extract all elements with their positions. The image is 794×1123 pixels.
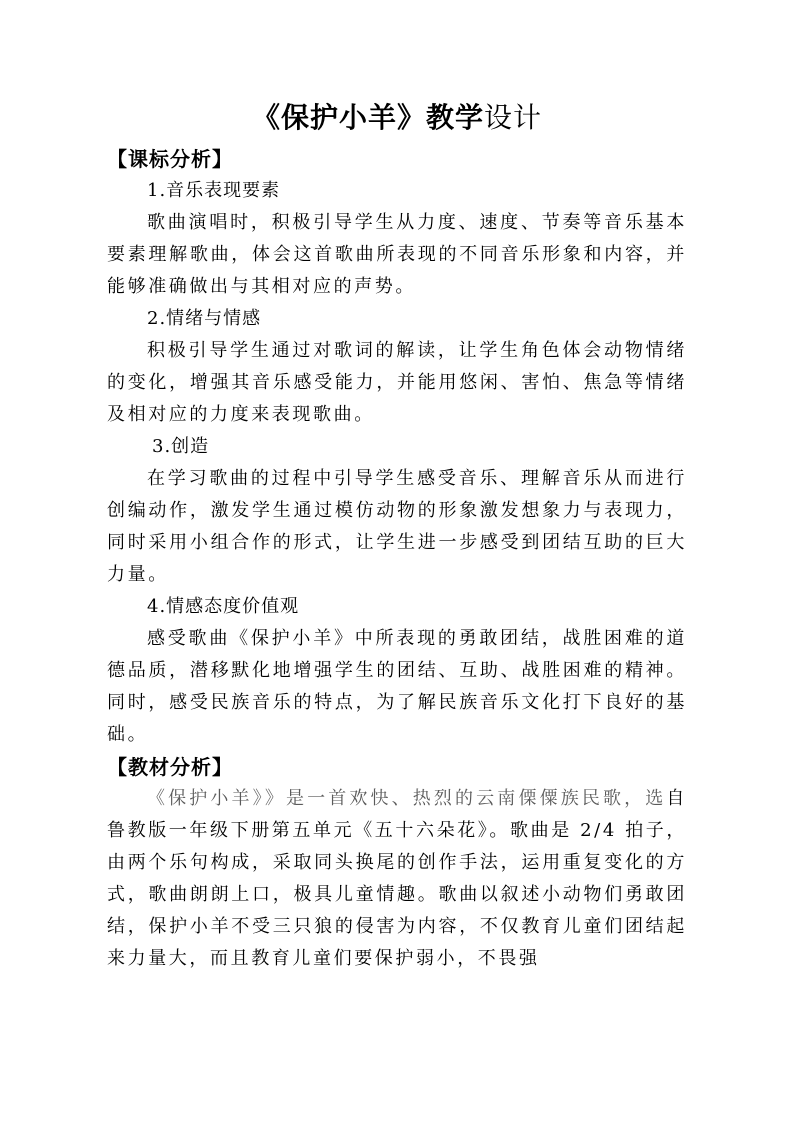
paragraph-textbook-rest: 自鲁教版一年级下册第五单元《五十六朵花》。歌曲是 2/4 拍子，由两个乐句构成，采取同头换尾的创作手法，运用重复变化的方式，歌曲朗朗上口，极具儿童情趣。歌曲以叙述小动物们勇敢团结，保护小羊不受三只狼的侵害为内容，不仅教育儿童们团结起来力量大，而且教育儿童们要保护弱小，不畏强 [107,788,688,969]
document-body [107,143,687,975]
subheading-values: 4.情感态度价值观 [147,596,300,617]
paragraph-values: 感受歌曲《保护小羊》中所表现的勇敢团结，战胜困难的道德品质，潜移默化地增强学生的团结、互助、战胜困难的精神。同时，感受民族音乐的特点，为了解民族音乐文化打下良好的基础。 [107,628,687,745]
title-main: 《保护小羊》教学 [251,101,484,134]
section-heading-curriculum: 【课标分析】 [107,147,233,171]
paragraph-emotion: 积极引导学生通过对歌词的解读，让学生角色体会动物情绪的变化，增强其音乐感受能力，并能用悠闲、害怕、焦急等情绪及相对应的力度来表现歌曲。 [107,340,687,425]
document-title [0,96,794,136]
paragraph-textbook-grey: 《保护小羊》》是一首欢快、热烈的云南傈僳族民歌，选 [147,788,667,809]
section-heading-textbook: 【教材分析】 [107,755,233,779]
subheading-emotion: 2.情绪与情感 [147,308,262,329]
paragraph-textbook [107,783,687,975]
paragraph-creation: 在学习歌曲的过程中引导学生感受音乐、理解音乐从而进行创编动作，激发学生通过模仿动物的形象激发想象力与表现力，同时采用小组合作的形式，让学生进一步感受到团结互助的巨大力量。 [107,468,687,585]
title-suffix: 设计 [484,101,543,134]
paragraph-music-elements: 歌曲演唱时，积极引导学生从力度、速度、节奏等音乐基本要素理解歌曲，体会这首歌曲所表现的不同音乐形象和内容，并能够准确做出与其相对应的声势。 [107,212,687,297]
subheading-creation: 3.创造 [152,436,210,457]
subheading-music-elements: 1.音乐表现要素 [147,180,281,201]
